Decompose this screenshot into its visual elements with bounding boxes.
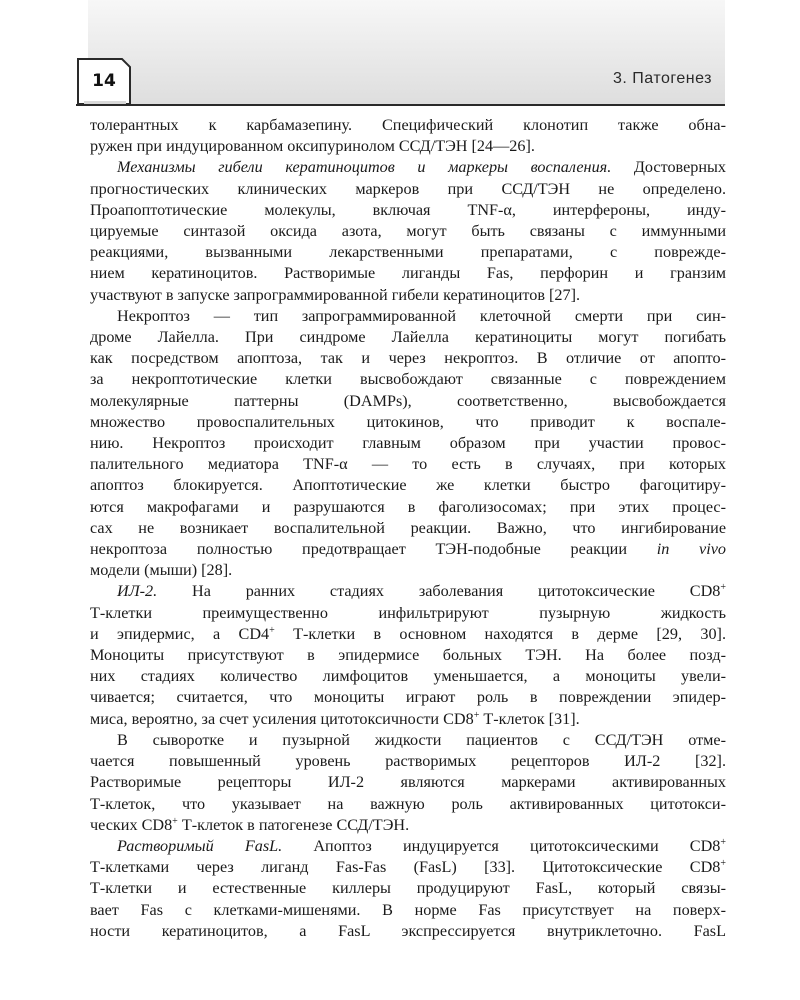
text-line: цируемые синтазой оксида азота, могут быть связаны с иммунными	[90, 222, 726, 241]
running-head-chapter: 3. Патогенез	[613, 70, 712, 87]
superscript-plus: +	[720, 836, 726, 848]
text-line: толерантных к карбамазепину. Специфический клонотип также обна-	[90, 116, 726, 134]
header-rule	[76, 104, 725, 106]
italic-term-in-vivo: in vivo	[656, 540, 726, 559]
text-line: прогностических клинических маркеров при ССД/ТЭН не определено.	[90, 179, 726, 198]
text-line	[90, 624, 726, 645]
text-fragment: Т-клетками через лиганд Fas-Fas (FasL) [33]. Цитотоксические CD8	[90, 858, 721, 877]
page-header-band	[88, 0, 725, 104]
text-line: модели (мыши) [28].	[90, 561, 233, 580]
text-line: реакциями, вызванными лекарственными препаратами, с поврежде-	[90, 243, 726, 262]
text-line: нию. Некроптоз происходит главным образом при участии провос-	[90, 434, 726, 453]
text-fragment: Достоверных	[611, 158, 726, 177]
text-line: палительного медиатора TNF-α — то есть в случаях, при которых	[90, 455, 726, 474]
text-line	[90, 157, 726, 178]
superscript-plus: +	[720, 858, 726, 870]
text-line: за некроптотические клетки высвобождают связанные с повреждением	[90, 370, 726, 389]
text-line: сах не возникает воспалительной реакции. Важно, что ингибирование	[90, 518, 726, 537]
text-line: ружен при индуцированном оксипуринолом ССД/ТЭН [24—26].	[90, 137, 535, 156]
text-line: Моноциты присутствуют в эпидермисе больных ТЭН. На более позд-	[90, 646, 726, 665]
text-line: Растворимые рецепторы ИЛ-2 являются маркерами активированных	[90, 773, 726, 792]
text-line	[90, 581, 726, 602]
page-number: 14	[92, 71, 116, 91]
page-number-badge	[76, 57, 132, 106]
text-line: дроме Лайелла. При синдроме Лайелла кератиноциты могут погибать	[90, 328, 726, 347]
text-line: нием кератиноцитов. Растворимые лиганды Fas, перфорин и гранзим	[90, 264, 726, 283]
text-fragment: некроптоза полностью предотвращает ТЭН-подобные реакции	[90, 540, 657, 559]
text-line: чивается; считается, что моноциты играют роль в повреждении эпидер-	[90, 688, 726, 707]
text-fragment: Т-клетки в основном находятся в дерме [29, 30].	[274, 624, 726, 643]
text-line: Т-клетки преимущественно инфильтрируют пузырную жидкость	[90, 603, 726, 622]
text-fragment: и эпидермис, а CD4	[90, 624, 270, 643]
text-fragment: На ранних стадиях заболевания цитотоксические CD8	[157, 582, 721, 601]
text-line: Проапоптотические молекулы, включая TNF-α, интерфероны, инду-	[90, 200, 726, 219]
superscript-plus: +	[172, 815, 178, 827]
text-line: них стадиях количество лимфоцитов уменьшается, а моноциты увели-	[90, 667, 726, 686]
text-fragment: Т-клеток [31].	[479, 709, 580, 728]
text-line	[90, 836, 726, 857]
text-line	[90, 857, 726, 878]
text-line	[90, 539, 726, 560]
body-text	[90, 115, 726, 942]
text-line: молекулярные паттерны (DAMPs), соответственно, высвобождается	[90, 391, 726, 410]
text-line	[90, 815, 726, 836]
superscript-plus: +	[269, 624, 275, 636]
text-fragment: Апоптоз индуцируется цитотоксическими CD8	[282, 836, 721, 855]
text-line: как посредством апоптоза, так и через некроптоз. В отличие от апопто-	[90, 349, 726, 368]
text-line: вает Fas с клетками-мишенями. В норме Fas присутствует на поверх-	[90, 900, 726, 919]
text-fragment: миса, вероятно, за счет усиления цитотоксичности CD8	[90, 709, 474, 728]
superscript-plus: +	[473, 709, 480, 721]
text-line: чается повышенный уровень растворимых рецепторов ИЛ-2 [32].	[90, 752, 726, 771]
text-line	[90, 709, 726, 730]
section-lead-il2: ИЛ-2.	[117, 582, 158, 601]
text-line: В сыворотке и пузырной жидкости пациентов с ССД/ТЭН отме-	[117, 730, 726, 749]
text-line: участвуют в запуске запрограммированной гибели кератиноцитов [27].	[90, 285, 581, 304]
text-line: апоптоз блокируется. Апоптотические же клетки быстро фагоцитиру-	[90, 476, 726, 495]
text-fragment: ческих CD8	[90, 815, 173, 834]
text-line: множество провоспалительных цитокинов, что приводит к воспале-	[90, 412, 726, 431]
section-lead-mechanisms: Механизмы гибели кератиноцитов и маркеры воспаления.	[117, 158, 612, 177]
text-line: Некроптоз — тип запрограммированной клеточной смерти при син-	[117, 306, 726, 325]
text-line: ности кератиноцитов, а FasL экспрессируется внутриклеточно. FasL	[90, 921, 726, 940]
superscript-plus: +	[720, 582, 726, 594]
text-line: Т-клеток, что указывает на важную роль активированных цитотокси-	[90, 794, 726, 813]
text-line: ются макрофагами и разрушаются в фаголизосомах; при этих процес-	[90, 497, 726, 516]
section-lead-fasl: Растворимый FasL.	[117, 836, 283, 855]
text-line: Т-клетки и естественные киллеры продуцируют FasL, который связы-	[90, 879, 726, 898]
text-fragment: Т-клеток в патогенезе ССД/ТЭН.	[177, 815, 410, 834]
